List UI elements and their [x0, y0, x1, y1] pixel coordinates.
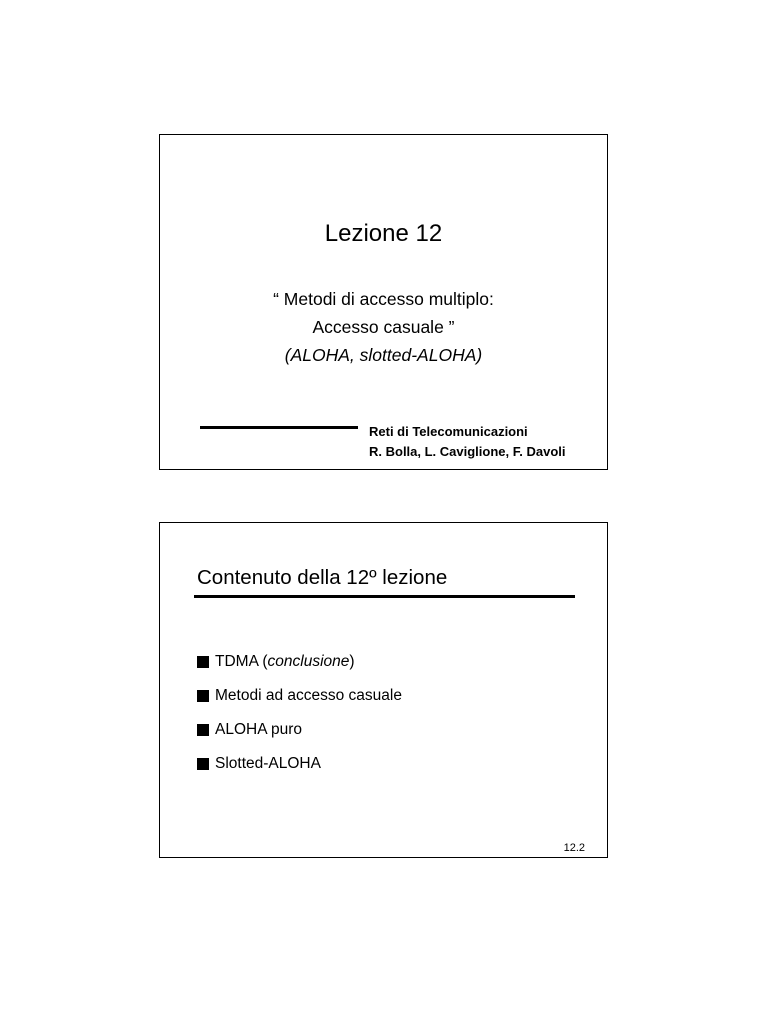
slide-title: Lezione 12	[324, 220, 443, 247]
subtitle-line: Accesso casuale ”	[312, 317, 455, 337]
subtitle-line: “ Metodi di accesso multiplo:	[273, 289, 494, 309]
subtitle-line-italic: (ALOHA, slotted-ALOHA)	[284, 345, 483, 365]
square-bullet-icon	[197, 758, 209, 770]
square-bullet-icon	[197, 690, 209, 702]
credits	[369, 422, 565, 462]
square-bullet-icon	[197, 724, 209, 736]
slide-title: Contenuto della 12º lezione	[197, 566, 448, 589]
list-item	[197, 650, 402, 684]
emphasis-text: conclusione	[267, 653, 350, 670]
list-item-text: ALOHA puro	[215, 721, 303, 738]
page-number: 12.2	[563, 842, 585, 854]
content-list	[197, 650, 402, 786]
title-underline	[194, 595, 575, 598]
list-item-text: Metodi ad accesso casuale	[215, 687, 402, 704]
list-item	[197, 752, 402, 786]
authors: R. Bolla, L. Caviglione, F. Davoli	[369, 444, 566, 459]
list-item-text: TDMA (conclusione)	[215, 653, 355, 670]
slide-subtitle	[160, 285, 607, 369]
list-item-text: Slotted-ALOHA	[215, 755, 321, 772]
slide-1	[159, 134, 608, 470]
slide-2	[159, 522, 608, 858]
divider-rule	[200, 426, 358, 429]
course-name: Reti di Telecomunicazioni	[369, 424, 528, 439]
square-bullet-icon	[197, 656, 209, 668]
list-item	[197, 718, 402, 752]
list-item	[197, 684, 402, 718]
